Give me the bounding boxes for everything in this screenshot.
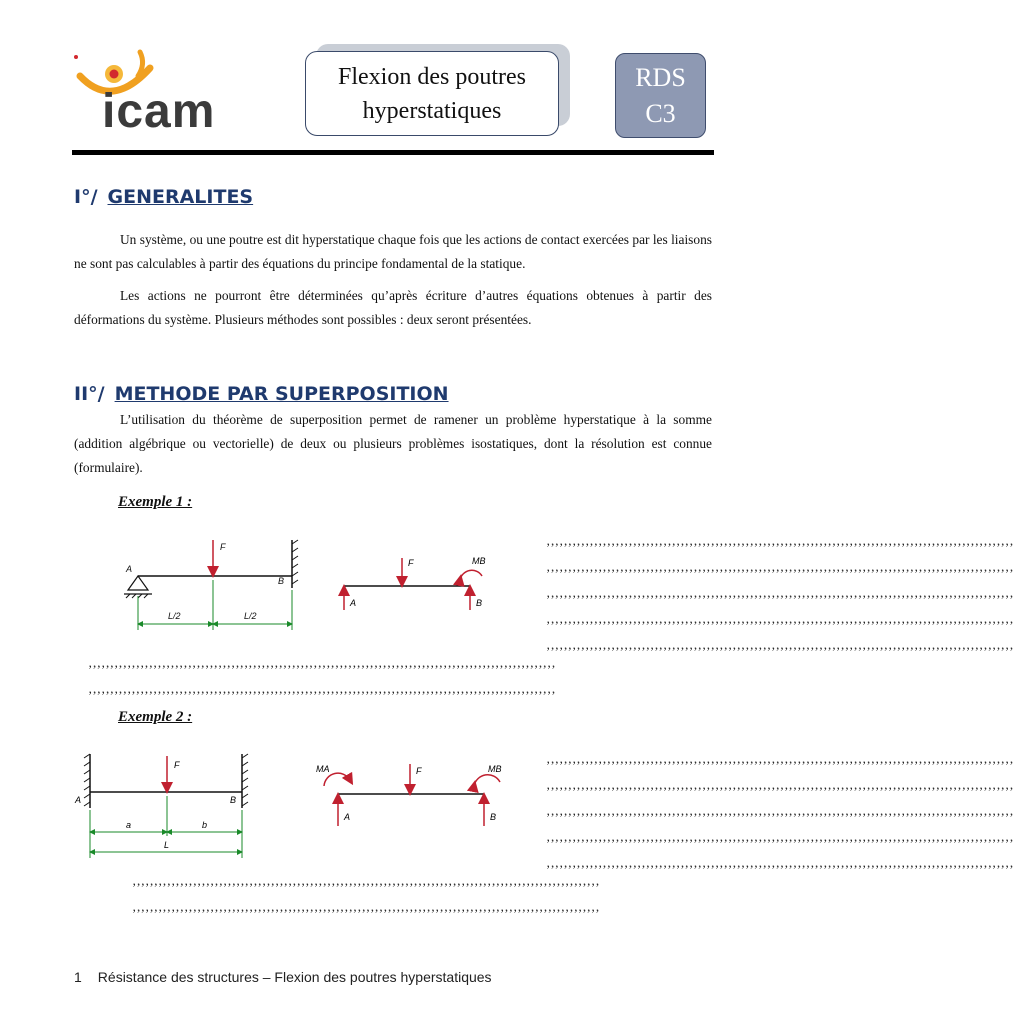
label-a: A bbox=[350, 598, 357, 608]
section-1-heading bbox=[74, 186, 253, 208]
footer-text: Résistance des structures – Flexion des poutres hyperstatiques bbox=[97, 969, 492, 985]
dim-1: L/2 bbox=[168, 611, 181, 621]
section-1-paragraph-1: Un système, ou une poutre est dit hyperstatique chaque fois que les actions de contact exercées par les liaisons ne sont pas calculables à partir des équations du principe fondamental de la statique. bbox=[74, 232, 712, 271]
section-1-title: GENERALITES bbox=[107, 186, 254, 208]
section-2-heading bbox=[74, 383, 449, 405]
dim-b: b bbox=[202, 820, 208, 830]
answer-line: ‚‚‚‚‚‚‚‚‚‚‚‚‚‚‚‚‚‚‚‚‚‚‚‚‚‚‚‚‚‚‚‚‚‚‚‚‚‚‚‚‚‚‚‚‚‚‚‚‚‚‚‚‚‚‚‚‚‚‚‚‚‚‚‚‚‚‚‚‚‚‚‚‚‚‚‚‚‚‚‚‚‚‚‚‚‚‚‚‚‚‚‚‚‚‚‚‚‚‚‚‚‚‚‚‚‚‚‚ bbox=[546, 637, 1014, 652]
label-a: A bbox=[126, 564, 133, 574]
course-badge bbox=[615, 53, 706, 138]
title-line-2: hyperstatiques bbox=[362, 98, 502, 124]
exemple-1-freebody-figure bbox=[336, 552, 506, 622]
section-2-title: METHODE PAR SUPERPOSITION bbox=[114, 383, 449, 405]
section-1-paragraph-2: Les actions ne pourront être déterminées qu’après écriture d’autres équations obtenues à partir des déformations du système. Plusieurs méthodes sont possibles : deux seront présentées. bbox=[74, 288, 712, 327]
answer-line: ‚‚‚‚‚‚‚‚‚‚‚‚‚‚‚‚‚‚‚‚‚‚‚‚‚‚‚‚‚‚‚‚‚‚‚‚‚‚‚‚‚‚‚‚‚‚‚‚‚‚‚‚‚‚‚‚‚‚‚‚‚‚‚‚‚‚‚‚‚‚‚‚‚‚‚‚‚‚‚‚‚‚‚‚‚‚‚‚‚‚‚‚‚‚‚‚‚‚‚‚‚‚‚‚‚‚‚‚ bbox=[546, 777, 1014, 792]
exemple-2-beam-figure bbox=[72, 752, 272, 862]
dim-a: a bbox=[126, 820, 132, 830]
answer-line: ‚‚‚‚‚‚‚‚‚‚‚‚‚‚‚‚‚‚‚‚‚‚‚‚‚‚‚‚‚‚‚‚‚‚‚‚‚‚‚‚‚‚‚‚‚‚‚‚‚‚‚‚‚‚‚‚‚‚‚‚‚‚‚‚‚‚‚‚‚‚‚‚‚‚‚‚‚‚‚‚‚‚‚‚‚‚‚‚‚‚‚‚‚‚‚‚‚‚‚‚‚‚‚‚‚‚‚‚ bbox=[546, 855, 1014, 870]
page-number: 1 bbox=[74, 969, 82, 985]
answer-line: ‚‚‚‚‚‚‚‚‚‚‚‚‚‚‚‚‚‚‚‚‚‚‚‚‚‚‚‚‚‚‚‚‚‚‚‚‚‚‚‚‚‚‚‚‚‚‚‚‚‚‚‚‚‚‚‚‚‚‚‚‚‚‚‚‚‚‚‚‚‚‚‚‚‚‚‚‚‚‚‚‚‚‚‚‚‚‚‚‚‚‚‚‚‚‚‚‚‚‚‚‚‚‚‚‚‚‚‚ bbox=[132, 873, 600, 888]
section-2-number: II°/ bbox=[74, 383, 105, 405]
label-ma: MA bbox=[316, 764, 330, 774]
label-b: B bbox=[490, 812, 497, 822]
exemple-1-label: Exemple 1 : bbox=[118, 494, 193, 510]
label-mb: MB bbox=[472, 556, 486, 566]
answer-line: ‚‚‚‚‚‚‚‚‚‚‚‚‚‚‚‚‚‚‚‚‚‚‚‚‚‚‚‚‚‚‚‚‚‚‚‚‚‚‚‚‚‚‚‚‚‚‚‚‚‚‚‚‚‚‚‚‚‚‚‚‚‚‚‚‚‚‚‚‚‚‚‚‚‚‚‚‚‚‚‚‚‚‚‚‚‚‚‚‚‚‚‚‚‚‚‚‚‚‚‚‚‚‚‚‚‚‚‚ bbox=[546, 829, 1014, 844]
answer-line: ‚‚‚‚‚‚‚‚‚‚‚‚‚‚‚‚‚‚‚‚‚‚‚‚‚‚‚‚‚‚‚‚‚‚‚‚‚‚‚‚‚‚‚‚‚‚‚‚‚‚‚‚‚‚‚‚‚‚‚‚‚‚‚‚‚‚‚‚‚‚‚‚‚‚‚‚‚‚‚‚‚‚‚‚‚‚‚‚‚‚‚‚‚‚‚‚‚‚‚‚‚‚‚‚‚‚‚‚ bbox=[546, 751, 1014, 766]
label-a: A bbox=[344, 812, 351, 822]
badge-line-2: C3 bbox=[645, 99, 676, 128]
answer-line: ‚‚‚‚‚‚‚‚‚‚‚‚‚‚‚‚‚‚‚‚‚‚‚‚‚‚‚‚‚‚‚‚‚‚‚‚‚‚‚‚‚‚‚‚‚‚‚‚‚‚‚‚‚‚‚‚‚‚‚‚‚‚‚‚‚‚‚‚‚‚‚‚‚‚‚‚‚‚‚‚‚‚‚‚‚‚‚‚‚‚‚‚‚‚‚‚‚‚‚‚‚‚‚‚‚‚‚‚ bbox=[546, 585, 1014, 600]
label-f: F bbox=[174, 760, 180, 770]
exemple-1-beam-figure bbox=[112, 536, 312, 636]
page-footer bbox=[74, 969, 492, 985]
exemple-2-label: Exemple 2 : bbox=[118, 709, 193, 725]
label-f: F bbox=[220, 542, 226, 552]
badge-line-1: RDS bbox=[635, 63, 686, 92]
answer-line: ‚‚‚‚‚‚‚‚‚‚‚‚‚‚‚‚‚‚‚‚‚‚‚‚‚‚‚‚‚‚‚‚‚‚‚‚‚‚‚‚‚‚‚‚‚‚‚‚‚‚‚‚‚‚‚‚‚‚‚‚‚‚‚‚‚‚‚‚‚‚‚‚‚‚‚‚‚‚‚‚‚‚‚‚‚‚‚‚‚‚‚‚‚‚‚‚‚‚‚‚‚‚‚‚‚‚‚‚ bbox=[88, 655, 556, 670]
dim-l: L bbox=[164, 840, 170, 850]
label-f: F bbox=[416, 766, 422, 776]
label-b: B bbox=[230, 795, 237, 805]
logo-text: icam bbox=[102, 85, 216, 138]
document-title bbox=[305, 51, 559, 136]
icam-logo bbox=[72, 48, 252, 138]
exemple-2-freebody-figure bbox=[310, 756, 510, 836]
label-b: B bbox=[476, 598, 483, 608]
label-mb: MB bbox=[488, 764, 502, 774]
label-a: A bbox=[75, 795, 82, 805]
label-f: F bbox=[408, 558, 414, 568]
answer-line: ‚‚‚‚‚‚‚‚‚‚‚‚‚‚‚‚‚‚‚‚‚‚‚‚‚‚‚‚‚‚‚‚‚‚‚‚‚‚‚‚‚‚‚‚‚‚‚‚‚‚‚‚‚‚‚‚‚‚‚‚‚‚‚‚‚‚‚‚‚‚‚‚‚‚‚‚‚‚‚‚‚‚‚‚‚‚‚‚‚‚‚‚‚‚‚‚‚‚‚‚‚‚‚‚‚‚‚‚ bbox=[546, 533, 1014, 548]
dim-2: L/2 bbox=[244, 611, 257, 621]
answer-line: ‚‚‚‚‚‚‚‚‚‚‚‚‚‚‚‚‚‚‚‚‚‚‚‚‚‚‚‚‚‚‚‚‚‚‚‚‚‚‚‚‚‚‚‚‚‚‚‚‚‚‚‚‚‚‚‚‚‚‚‚‚‚‚‚‚‚‚‚‚‚‚‚‚‚‚‚‚‚‚‚‚‚‚‚‚‚‚‚‚‚‚‚‚‚‚‚‚‚‚‚‚‚‚‚‚‚‚‚ bbox=[546, 559, 1014, 574]
answer-line: ‚‚‚‚‚‚‚‚‚‚‚‚‚‚‚‚‚‚‚‚‚‚‚‚‚‚‚‚‚‚‚‚‚‚‚‚‚‚‚‚‚‚‚‚‚‚‚‚‚‚‚‚‚‚‚‚‚‚‚‚‚‚‚‚‚‚‚‚‚‚‚‚‚‚‚‚‚‚‚‚‚‚‚‚‚‚‚‚‚‚‚‚‚‚‚‚‚‚‚‚‚‚‚‚‚‚‚‚ bbox=[132, 899, 600, 914]
answer-line: ‚‚‚‚‚‚‚‚‚‚‚‚‚‚‚‚‚‚‚‚‚‚‚‚‚‚‚‚‚‚‚‚‚‚‚‚‚‚‚‚‚‚‚‚‚‚‚‚‚‚‚‚‚‚‚‚‚‚‚‚‚‚‚‚‚‚‚‚‚‚‚‚‚‚‚‚‚‚‚‚‚‚‚‚‚‚‚‚‚‚‚‚‚‚‚‚‚‚‚‚‚‚‚‚‚‚‚‚ bbox=[88, 681, 556, 696]
label-b: B bbox=[278, 576, 285, 586]
answer-line: ‚‚‚‚‚‚‚‚‚‚‚‚‚‚‚‚‚‚‚‚‚‚‚‚‚‚‚‚‚‚‚‚‚‚‚‚‚‚‚‚‚‚‚‚‚‚‚‚‚‚‚‚‚‚‚‚‚‚‚‚‚‚‚‚‚‚‚‚‚‚‚‚‚‚‚‚‚‚‚‚‚‚‚‚‚‚‚‚‚‚‚‚‚‚‚‚‚‚‚‚‚‚‚‚‚‚‚‚ bbox=[546, 803, 1014, 818]
section-2-paragraph-1: L’utilisation du théorème de superposition permet de ramener un problème hyperstatique à la somme (addition algébrique ou vectorielle) de deux ou plusieurs problèmes isostatiques, dont la résolution est connue (formulaire). bbox=[74, 412, 712, 475]
header-rule bbox=[72, 150, 714, 155]
title-line-1: Flexion des poutres bbox=[338, 64, 526, 90]
answer-line: ‚‚‚‚‚‚‚‚‚‚‚‚‚‚‚‚‚‚‚‚‚‚‚‚‚‚‚‚‚‚‚‚‚‚‚‚‚‚‚‚‚‚‚‚‚‚‚‚‚‚‚‚‚‚‚‚‚‚‚‚‚‚‚‚‚‚‚‚‚‚‚‚‚‚‚‚‚‚‚‚‚‚‚‚‚‚‚‚‚‚‚‚‚‚‚‚‚‚‚‚‚‚‚‚‚‚‚‚ bbox=[546, 611, 1014, 626]
section-1-number: I°/ bbox=[74, 186, 98, 208]
